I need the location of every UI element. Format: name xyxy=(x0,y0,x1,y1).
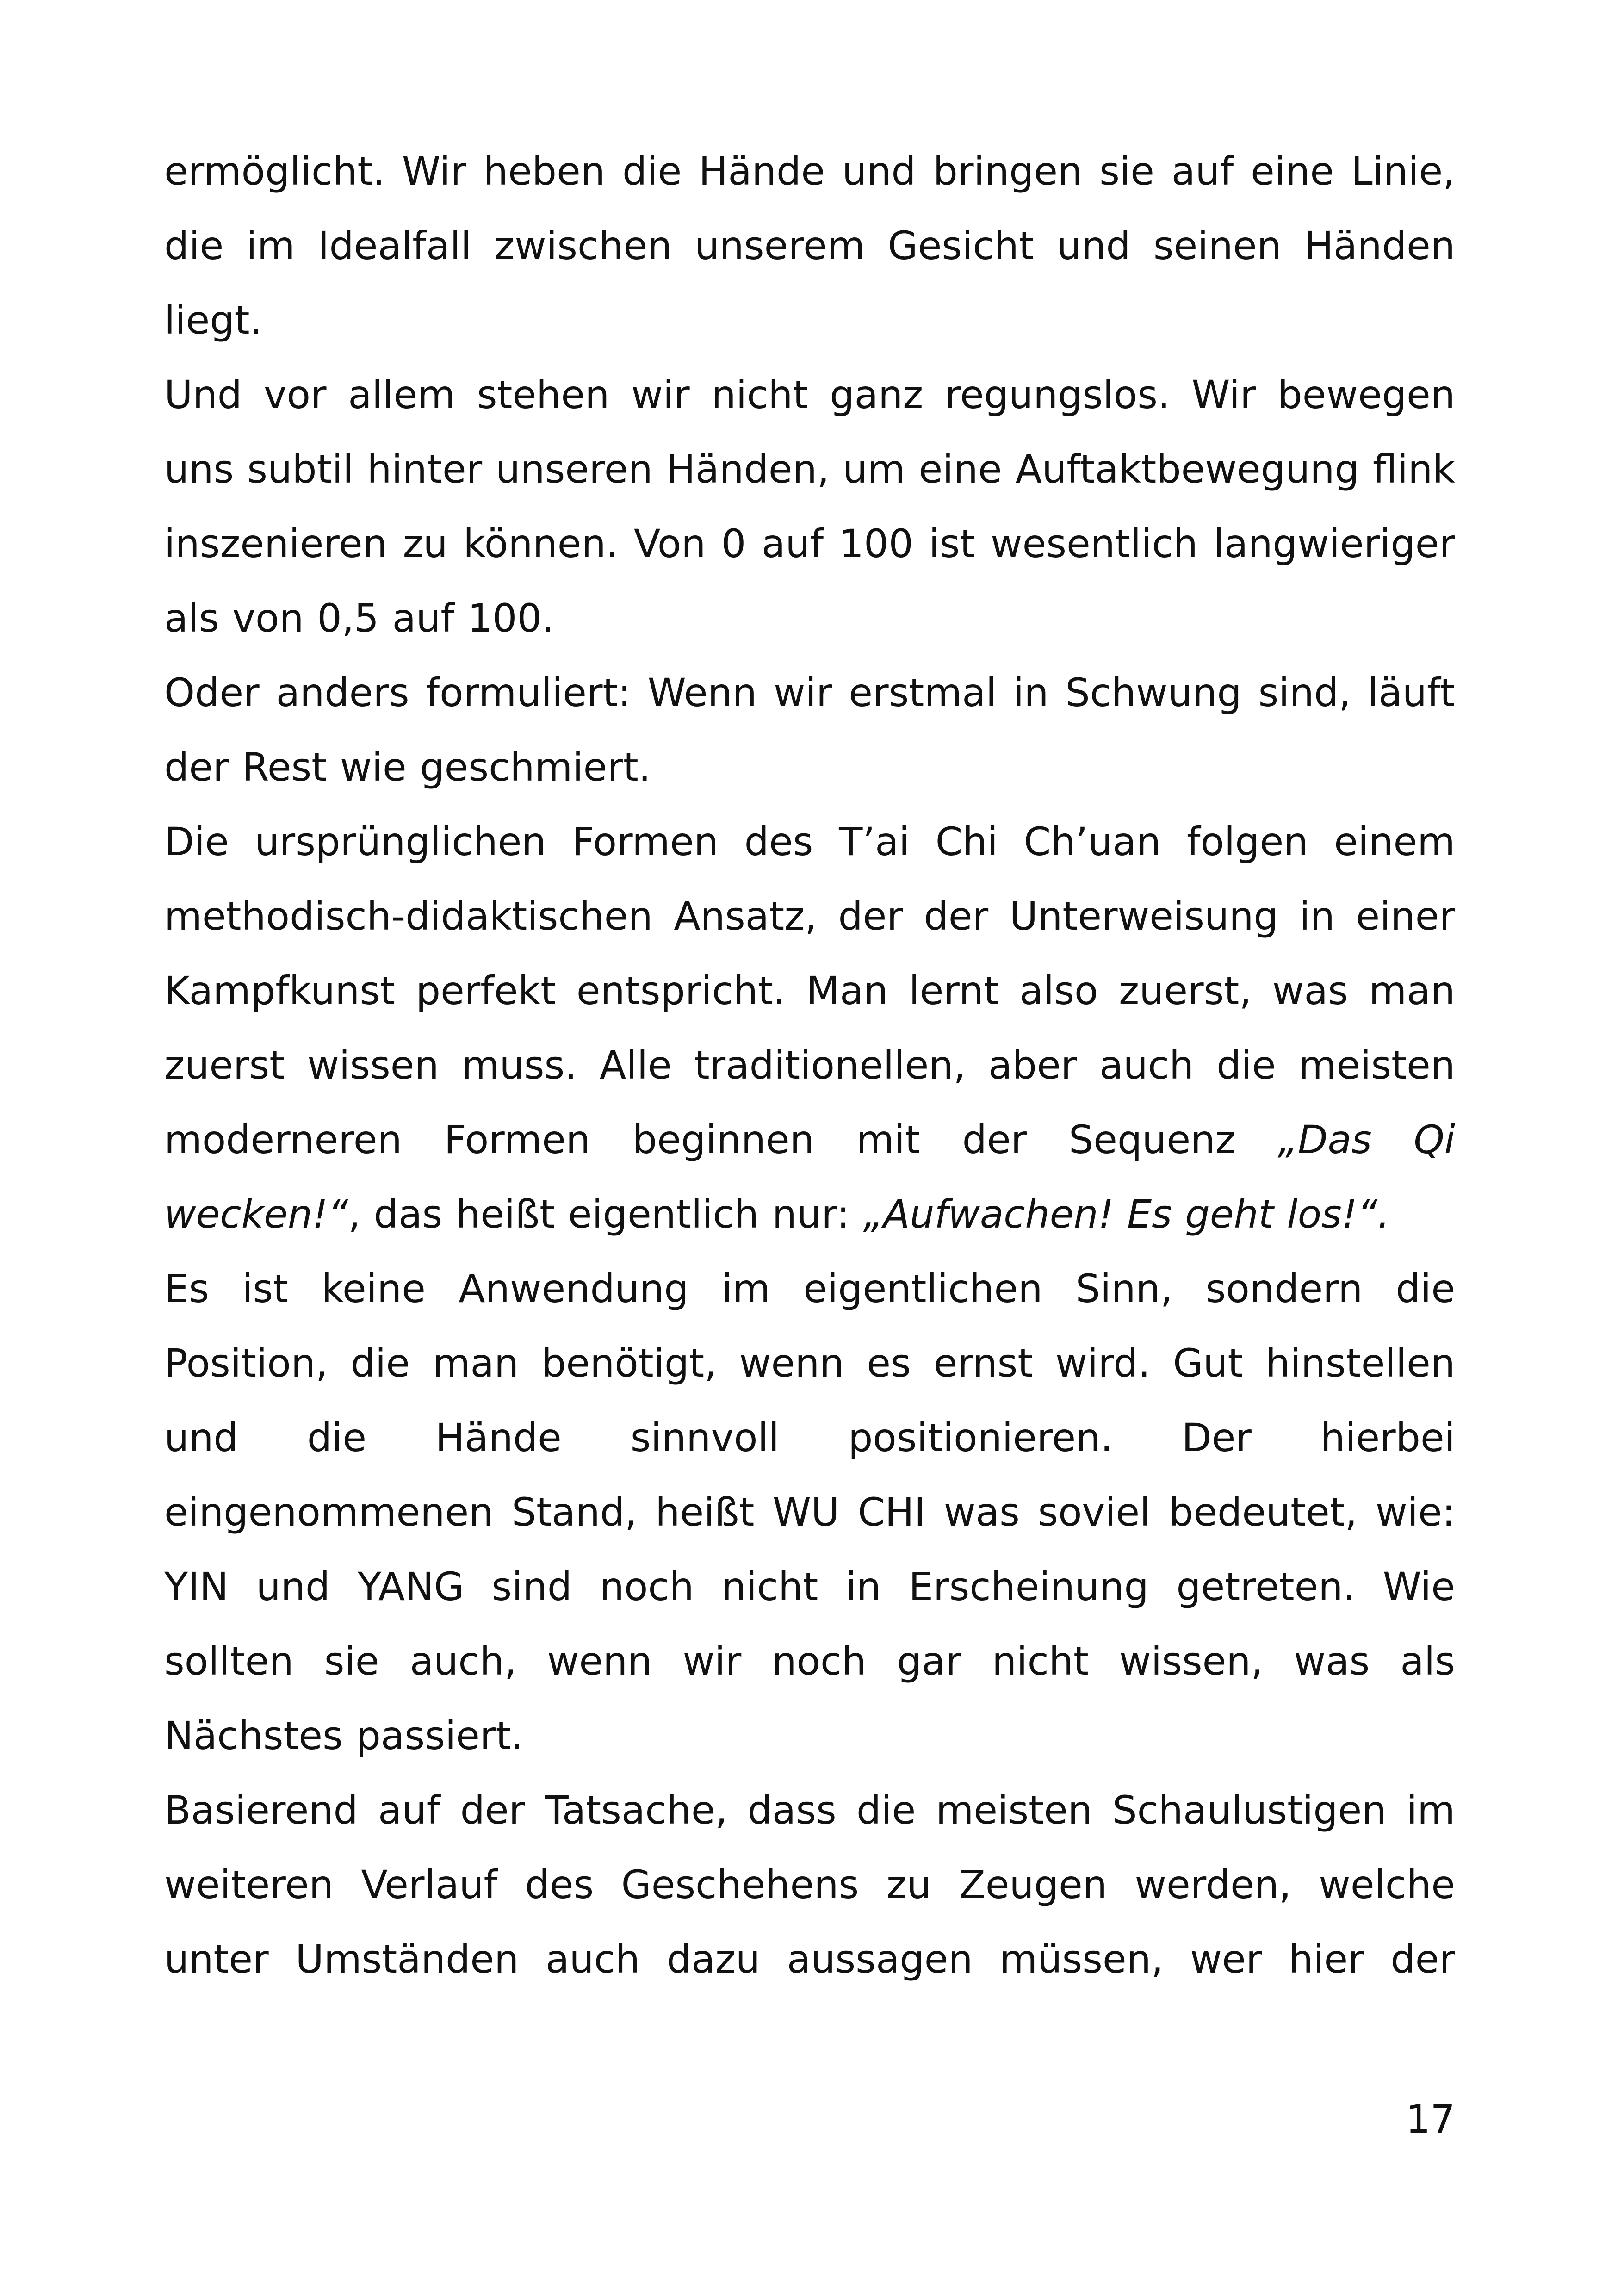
paragraph-4-italic-quote-2: „Aufwachen! Es geht los!“. xyxy=(863,1191,1390,1237)
body-text xyxy=(164,134,1455,1997)
paragraph-6: Basierend auf der Tatsache, dass die meisten Schaulustigen im weiteren Verlauf des Geschehens zu Zeugen werden, welche unter Umständen auch dazu aussagen müssen, wer hier der xyxy=(164,1787,1455,1982)
page-number: 17 xyxy=(1406,2097,1455,2142)
paragraph-4 xyxy=(164,805,1455,1252)
paragraph-3: Oder anders formuliert: Wenn wir erstmal in Schwung sind, läuft der Rest wie geschmiert. xyxy=(164,670,1455,790)
paragraph-1: ermöglicht. Wir heben die Hände und bringen sie auf eine Linie, die im Idealfall zwischen unserem Gesicht und seinen Händen liegt. xyxy=(164,149,1455,343)
paragraph-4-text-start: Die ursprünglichen Formen des T’ai Chi Ch’uan folgen einem methodisch-didaktischen Ansatz, der der Unterweisung in einer Kampfkunst perfekt entspricht. Man lernt also zuerst, was man zuerst wissen muss. Alle traditionellen, aber auch die meisten moderneren Formen beginnen mit der Sequenz xyxy=(164,819,1455,1162)
paragraph-4-text-middle: , das heißt eigentlich nur: xyxy=(348,1191,863,1237)
paragraph-5: Es ist keine Anwendung im eigentlichen Sinn, sondern die Position, die man benötigt, wenn es ernst wird. Gut hinstellen und die Hände sinnvoll positionieren. Der hierbei eingenommenen Stand, heißt WU CHI was soviel bedeutet, wie: YIN und YANG sind noch nicht in Erscheinung getreten. Wie sollten sie auch, wenn wir noch gar nicht wissen, was als Nächstes passiert. xyxy=(164,1266,1455,1758)
paragraph-2: Und vor allem stehen wir nicht ganz regungslos. Wir bewegen uns subtil hinter unseren Händen, um eine Auftaktbewegung flink inszenieren zu können. Von 0 auf 100 ist wesentlich langwieriger als von 0,5 auf 100. xyxy=(164,372,1455,641)
paragraph-4-italic-quote-1: „Das Qi wecken!“ xyxy=(164,1117,1455,1237)
